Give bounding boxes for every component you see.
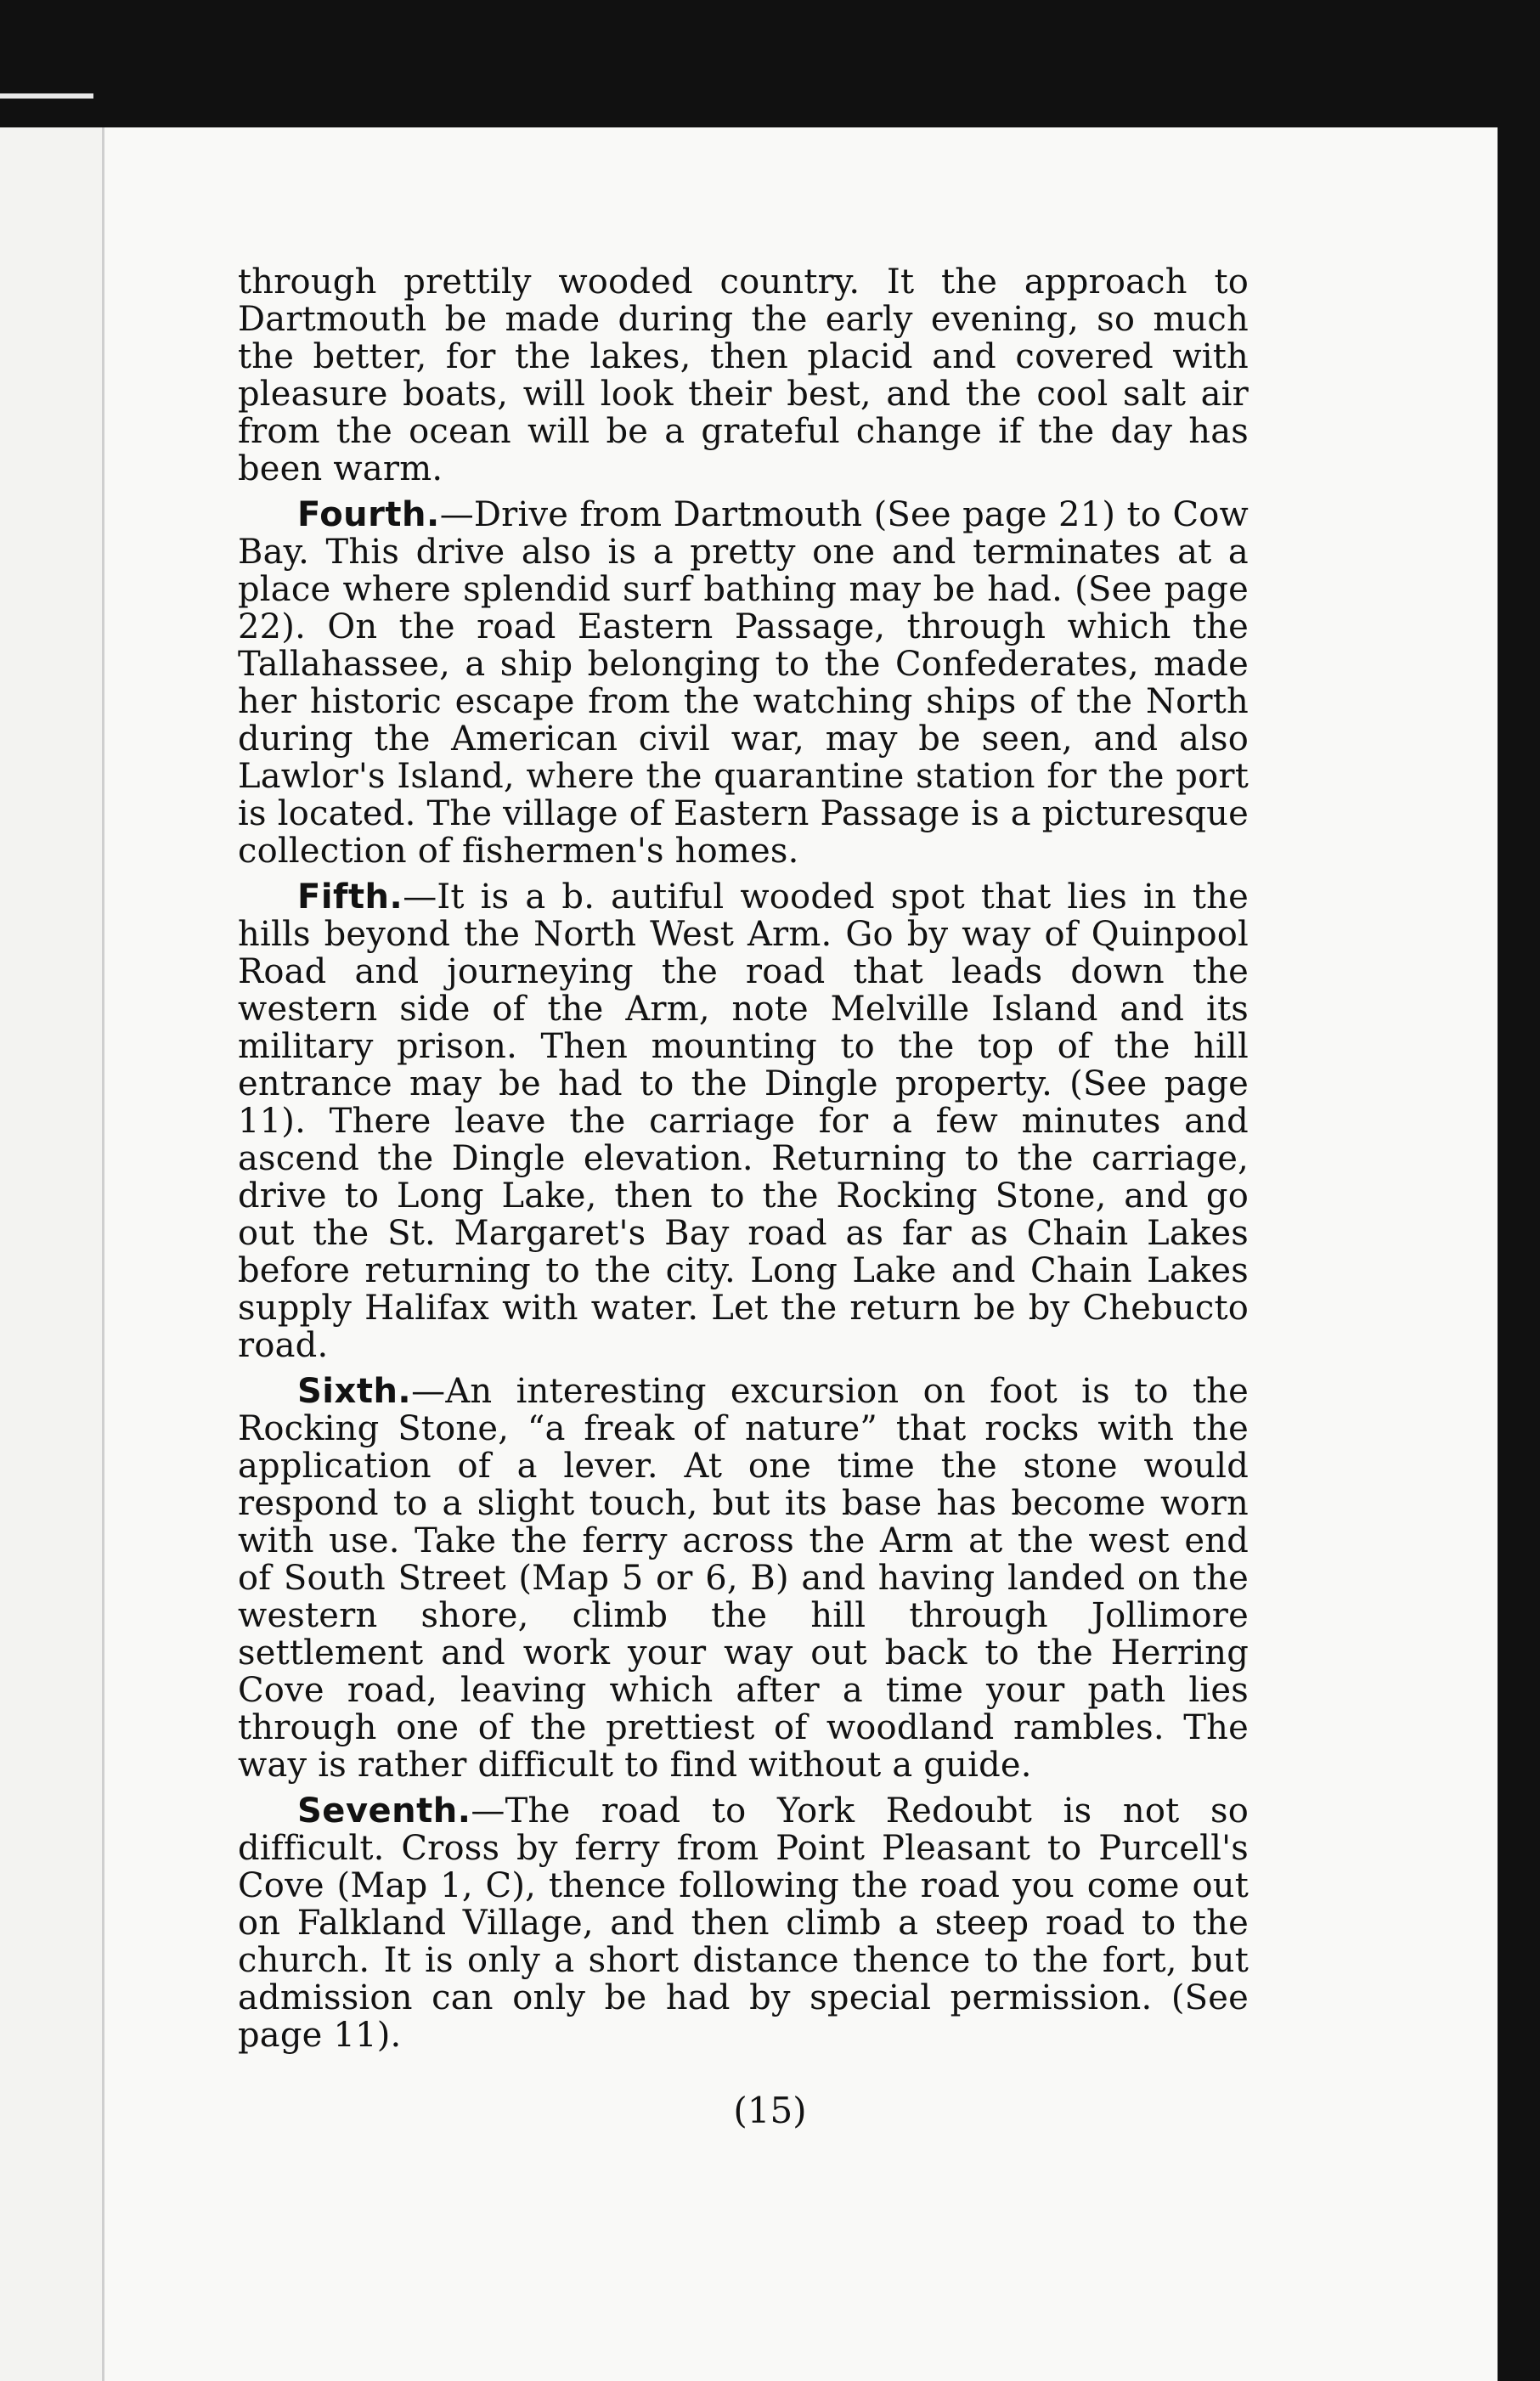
paragraph-heading: Seventh. xyxy=(297,1791,471,1831)
page-number: (15) xyxy=(733,2090,807,2131)
paragraph-text: —Drive from Dartmouth (See page 21) to Cow Bay. This drive also is a pretty one and terminates at a place where splendid surf bathing may be had. (See page 22). On the road Eastern Passage, through which the Tallahassee, a ship belonging to the Confederates, made her historic escape from the watching ships of the North during the American civil war, may be seen, and also Lawlor's Island, where the quarantine station for the port is located. The village of Eastern Passage is a picturesque collection of fishermen's homes. xyxy=(238,495,1249,871)
page-body xyxy=(238,263,1249,2062)
paragraph-heading: Fourth. xyxy=(297,495,440,534)
paragraph-sixth xyxy=(238,1373,1249,1784)
paragraph-text: —An interesting excursion on foot is to the Rocking Stone, “a freak of nature” that rocks with the application of a lever. At one time the stone would respond to a slight touch, but its base has become worn with use. Take the ferry across the Arm at the west end of South Street (Map 5 or 6, B) and having landed on the western shore, climb the hill through Jollimore settlement and work your way out back to the Herring Cove road, leaving which after a time your path lies through one of the prettiest of woodland rambles. The way is rather difficult to find without a guide. xyxy=(238,1372,1249,1785)
paragraph-text: —It is a b. autiful wooded spot that lies in the hills beyond the North West Arm. Go by way of Quinpool Road and journeying the road that leads down the western side of the Arm, note Melville Island and its military prison. Then mounting to the top of the hill entrance may be had to the Dingle property. (See page 11). There leave the carriage for a few minutes and ascend the Dingle elevation. Returning to the carriage, drive to Long Lake, then to the Rocking Stone, and go out the St. Margaret's Bay road as far as Chain Lakes before returning to the city. Long Lake and Chain Lakes supply Halifax with water. Let the return be by Chebucto road. xyxy=(238,877,1249,1365)
paragraph-continuation xyxy=(238,263,1249,488)
paragraph-fourth xyxy=(238,496,1249,870)
paragraph-seventh xyxy=(238,1792,1249,2054)
paragraph-heading: Fifth. xyxy=(297,877,403,917)
paragraph-fifth xyxy=(238,878,1249,1364)
paragraph-text: —The road to York Redoubt is not so difficult. Cross by ferry from Point Pleasant to Purcell's Cove (Map 1, C), thence following the road you come out on Falkland Village, and then climb a steep road to the church. It is only a short distance thence to the fort, but admission can only be had by special permission. (See page 11). xyxy=(238,1791,1249,2055)
paragraph-heading: Sixth. xyxy=(297,1372,412,1411)
left-page-margin-mark xyxy=(0,93,93,99)
paragraph-text: through prettily wooded country. It the approach to Dartmouth be made during the early evening, so much the better, for the lakes, then placid and covered with pleasure boats, will look their best, and the cool salt air from the ocean will be a grateful change if the day has been warm. xyxy=(238,262,1249,488)
